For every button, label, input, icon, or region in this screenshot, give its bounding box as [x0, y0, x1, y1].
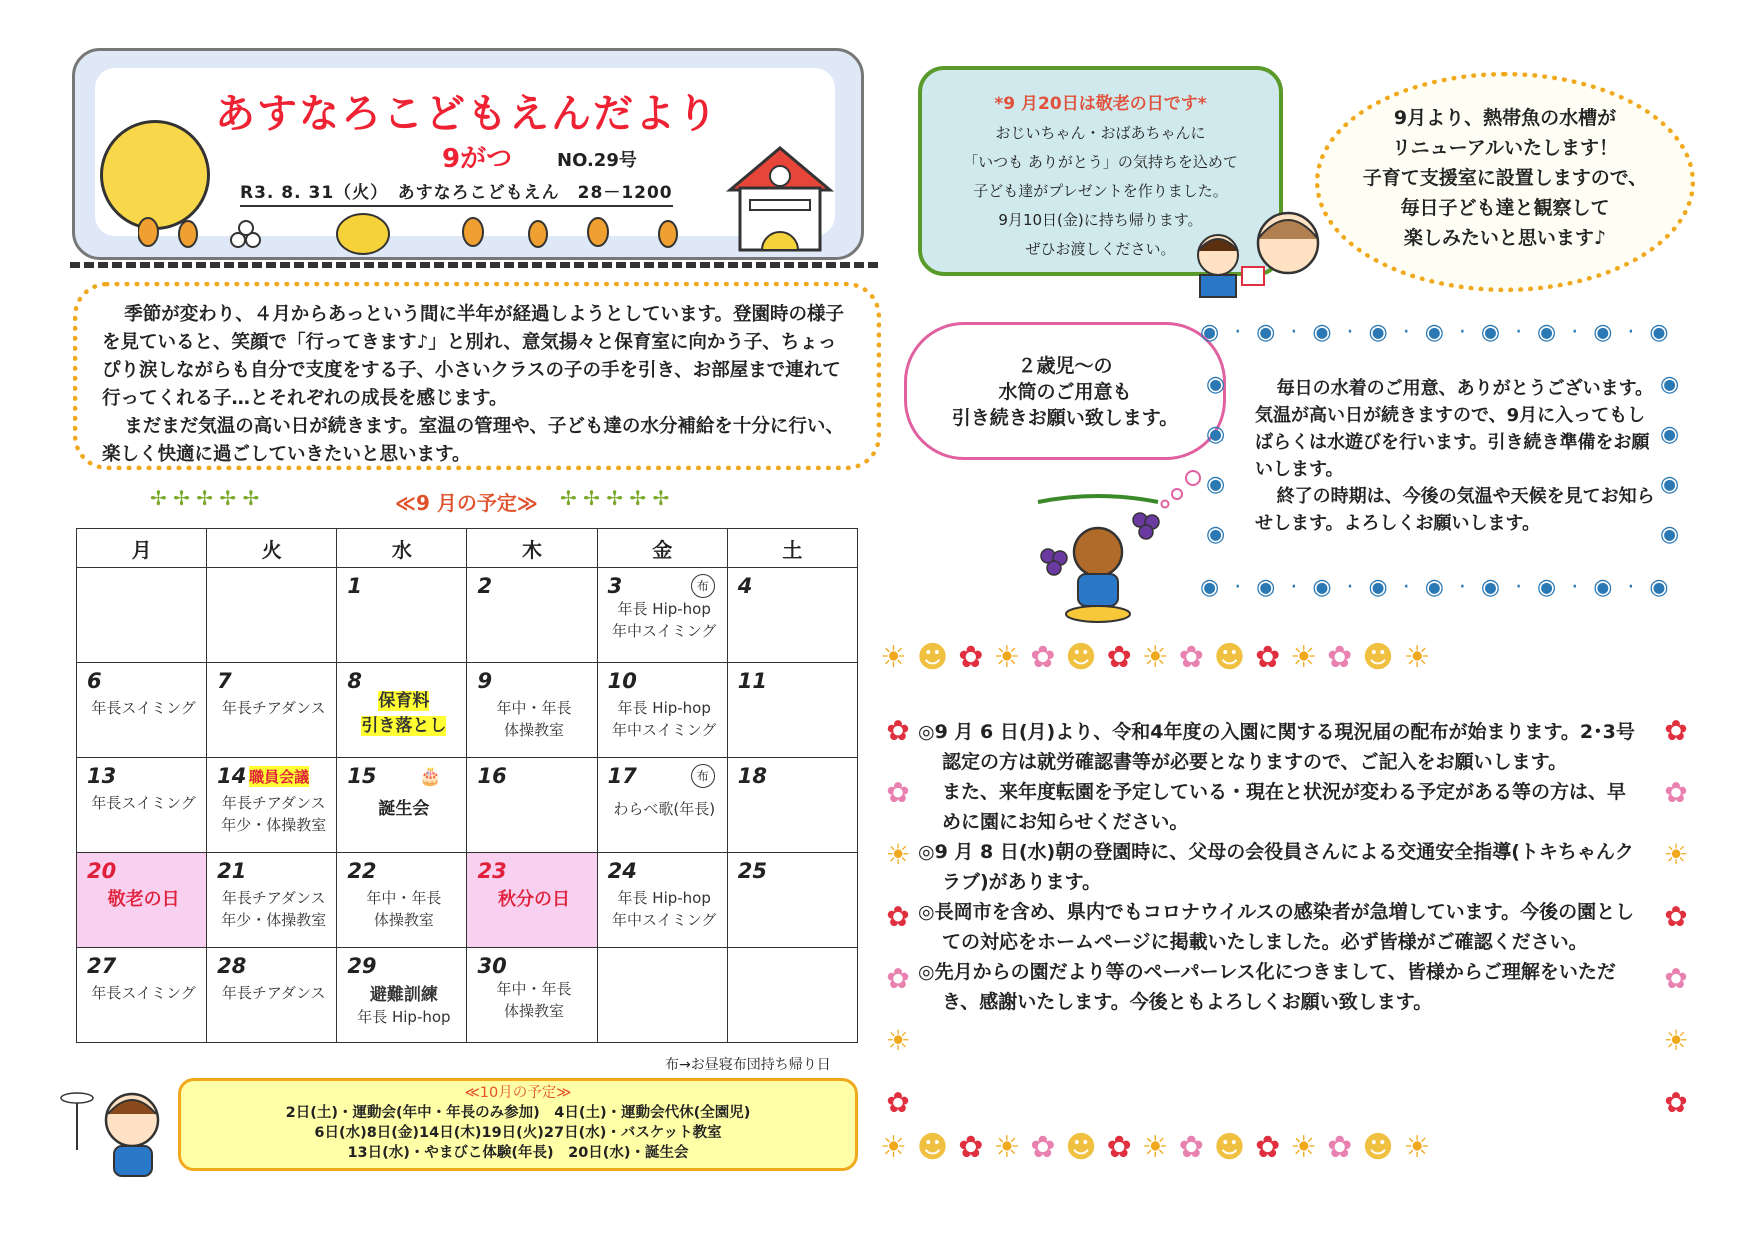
event-text: 年長 Hip-hop: [617, 889, 711, 907]
weekday-header: 火: [207, 529, 337, 568]
futon-mark-icon: 布: [691, 764, 715, 788]
event-text: 体操教室: [504, 721, 565, 739]
dragonfly-icons-right: ✢ ✢ ✢ ✢ ✢: [560, 486, 670, 510]
day-number: 29: [347, 954, 377, 978]
penguin-border-left: ◉ ◉ ◉ ◉: [1206, 372, 1230, 547]
calendar-day: [77, 663, 207, 758]
aquarium-line: リニューアルいたします！: [1392, 137, 1618, 159]
grandparent-child-illustration: [1188, 205, 1333, 300]
dateline: R3. 8. 31（火） あすなろこどもえん 28－1200: [240, 178, 673, 207]
day-number: 23: [477, 859, 507, 883]
event-text: 年長 Hip-hop: [617, 699, 711, 717]
keiro-line: 子ども達がプレゼントを作りました。: [973, 182, 1228, 200]
child-with-dragonfly-illustration: [52, 1080, 172, 1190]
calendar-day: [337, 758, 467, 853]
day-number: 17: [607, 764, 637, 788]
calendar-week: [77, 663, 858, 758]
calendar-day: [597, 853, 727, 948]
day-events: [345, 887, 462, 931]
day-number: 6: [87, 669, 102, 693]
keiro-title: *9 月20日は敬老の日です*: [994, 94, 1207, 114]
day-number: 24: [607, 859, 637, 883]
day-events: [345, 984, 462, 1028]
event-text: 年中・年長: [366, 889, 442, 907]
day-number: 28: [217, 954, 247, 978]
weekday-header: 土: [727, 529, 857, 568]
tulip-border-right: ✿ ✿ ☀ ✿ ✿ ☀ ✿: [1663, 714, 1689, 1119]
tulip-border-left: ✿ ✿ ☀ ✿ ✿ ☀ ✿: [885, 714, 911, 1119]
weekday-header: 水: [337, 529, 467, 568]
keiro-line: ぜひお渡しください。: [1025, 240, 1176, 258]
event-text: 年長チアダンス: [221, 889, 326, 907]
calendar-day: [207, 568, 337, 663]
day-events: [475, 697, 592, 741]
day-number: 22: [347, 859, 377, 883]
day-number: 16: [477, 764, 507, 788]
swim-paragraph-2: 終了の時期は、今後の気温や天候を見てお知らせします。よろしくお願いします。: [1255, 486, 1655, 534]
cloud-line: 引き続きお願い致します。: [951, 407, 1179, 429]
aquarium-line: 毎日子ども達と観察して: [1400, 197, 1610, 219]
event-text: 年少・体操教室: [221, 911, 327, 929]
day-number: 25: [737, 859, 768, 883]
futon-mark-icon: 布: [691, 574, 715, 598]
day-events: [606, 887, 723, 931]
intro-paragraph-1: 季節が変わり、４月からあっという間に半年が経過しようとしています。登園時の様子を見ていると、笑顔で「行ってきます♪」と別れ、意気揚々と保育室に向かう子、ちょっぴり涙しながらも自分で支度をする子、小さいクラスの子の手を引き、お部屋まで連れて行ってくれる子…とそれぞれの成長を感じます。: [102, 304, 845, 409]
calendar-day: [337, 663, 467, 758]
calendar-week: [77, 568, 858, 663]
calendar-day: [467, 948, 597, 1043]
keiro-line: 「いつも ありがとう」の気持ちを込めて: [963, 153, 1238, 171]
keiro-line: 9月10日(金)に持ち帰ります。: [998, 211, 1203, 229]
month-label: 9がつ: [442, 144, 513, 174]
calendar-day: [207, 758, 337, 853]
penguin-border-bottom: ◉ · ◉ · ◉ · ◉ · ◉ · ◉ · ◉ · ◉ · ◉: [1200, 575, 1673, 600]
water-bottle-cloud: [904, 322, 1226, 460]
autumn-leaves-decoration: [138, 212, 738, 262]
day-number: 8: [347, 669, 362, 693]
cloud-line: 水筒のご用意も: [998, 381, 1132, 403]
schedule-title: ≪9 月の予定≫: [395, 491, 538, 515]
notice-item: ◎9 月 6 日(月)より、令和4年度の入園に関する現況届の配布が始まります。2･3号認定の方は就労確認書等が必要となりますので、ご記入をお願いします。: [918, 721, 1635, 773]
calendar-day: [597, 758, 727, 853]
intro-message: [73, 282, 881, 470]
october-line: 6日(水)8日(金)14日(木)19日(火)27日(水)・バスケット教室: [314, 1125, 722, 1141]
october-line: 13日(水)・やまびこ体験(年長) 20日(水)・誕生会: [347, 1145, 689, 1161]
calendar-day: [727, 663, 857, 758]
event-text: 年長スイミング: [91, 794, 196, 812]
day-number: 4: [737, 574, 753, 598]
october-line: 2日(土)・運動会(年中・年長のみ参加) 4日(土)・運動会代休(全園児): [285, 1105, 751, 1121]
aquarium-line: 9月より、熱帯魚の水槽が: [1393, 107, 1617, 129]
calendar-day-holiday: [77, 853, 207, 948]
newsletter-title: あすなろこどもえんだより: [215, 91, 719, 137]
calendar-day: [467, 568, 597, 663]
day-events: [215, 792, 332, 836]
calendar-week: [77, 758, 858, 853]
staff-meeting-tag: 職員会議: [249, 768, 310, 786]
holiday-name: 敬老の日: [107, 889, 180, 910]
event-text: 年長スイミング: [91, 984, 196, 1002]
day-number: 15: [347, 764, 377, 788]
penguin-border-right: ◉ ◉ ◉ ◉: [1660, 372, 1684, 547]
cloud-line: ２歳児～の: [1017, 355, 1113, 377]
calendar-week: [77, 948, 858, 1043]
day-number: 18: [737, 764, 768, 788]
september-calendar: [76, 528, 858, 1043]
day-number: 30: [477, 954, 507, 978]
birthday-cake-icon: 🎂: [419, 766, 442, 787]
day-number: 10: [607, 669, 637, 693]
keiro-line: おじいちゃん・おばあちゃんに: [995, 124, 1206, 142]
calendar-day: [727, 568, 857, 663]
october-title: ≪10月の予定≫: [464, 1085, 572, 1101]
event-text: 体操教室: [373, 911, 434, 929]
event-text: 避難訓練: [369, 985, 438, 1005]
day-number: 21: [217, 859, 247, 883]
calendar-weekday-row: [77, 529, 858, 568]
notice-item: ◎長岡市を含め、県内でもコロナウイルスの感染者が急増しています。今後の園としての対応をホームページに掲載いたしました。必ず皆様がご確認ください。: [918, 901, 1635, 953]
event-text: 年中スイミング: [612, 721, 717, 739]
event-text: 年長チアダンス: [221, 984, 326, 1002]
aquarium-line: 子育て支援室に設置しますので、: [1362, 167, 1648, 189]
header-ground-line: [70, 262, 880, 268]
calendar-day: [207, 663, 337, 758]
calendar-day: [207, 948, 337, 1043]
day-events: [215, 887, 332, 931]
notice-item: ◎先月からの園だより等のペーパーレス化につきまして、皆様からご理解をいただき、感謝いたします。今後ともよろしくお願い致します。: [918, 961, 1616, 1013]
day-number: 7: [217, 669, 232, 693]
calendar-day: [77, 948, 207, 1043]
calendar-day: [467, 758, 597, 853]
calendar-day: [337, 948, 467, 1043]
event-text: 年中スイミング: [612, 911, 717, 929]
calendar-day: [77, 758, 207, 853]
day-number: 1: [347, 574, 362, 598]
event-text: 年長スイミング: [91, 699, 196, 717]
event-text: 体操教室: [504, 1002, 565, 1020]
calendar-day: [207, 853, 337, 948]
kindergarten-building-icon: [722, 140, 838, 255]
sun-tulip-border-bottom: ☀☻✿☀✿☻✿☀✿☻✿☀✿☻☀: [880, 1130, 1441, 1165]
calendar-day: [727, 758, 857, 853]
event-text: 年長 Hip-hop: [617, 600, 711, 618]
sun-tulip-border-top: ☀☻✿☀✿☻✿☀✿☻✿☀✿☻☀: [880, 640, 1441, 675]
futon-legend: 布→お昼寝布団持ち帰り日: [665, 1057, 831, 1073]
aquarium-line: 楽しみたいと思います♪: [1403, 227, 1607, 249]
intro-paragraph-2: まだまだ気温の高い日が続きます。室温の管理や、子ども達の水分補給を十分に行い、楽しく快適に過ごしていきたいと思います。: [102, 416, 844, 465]
event-text: 年長 Hip-hop: [357, 1008, 451, 1026]
day-events: [345, 689, 462, 739]
calendar-day: [597, 568, 727, 663]
penguin-border-top: ◉ · ◉ · ◉ · ◉ · ◉ · ◉ · ◉ · ◉ · ◉: [1200, 320, 1673, 345]
event-text: 年長チアダンス: [221, 699, 326, 717]
bear-with-grapes-illustration: [1028, 490, 1168, 630]
weekday-header: 木: [467, 529, 597, 568]
day-number: 2: [477, 574, 493, 598]
dragonfly-icons-left: ✢ ✢ ✢ ✢ ✢: [150, 486, 260, 510]
swimsuit-notice: [1255, 375, 1655, 537]
calendar-day: [337, 853, 467, 948]
notice-item: ◎9 月 8 日(水)朝の登園時に、父母の会役員さんによる交通安全指導(トキちゃんクラブ)があります。: [918, 841, 1634, 893]
calendar-day: [597, 663, 727, 758]
weekday-header: 月: [77, 529, 207, 568]
calendar-day: [77, 568, 207, 663]
calendar-day: [597, 948, 727, 1043]
day-number: 13: [87, 764, 117, 788]
swim-paragraph-1: 毎日の水着のご用意、ありがとうございます。気温が高い日が続きますので、9月に入ってもしばらくは水遊びを行います。引き続き準備をお願いします。: [1255, 378, 1654, 480]
day-events: [606, 598, 723, 642]
event-text: 年長チアダンス: [221, 794, 326, 812]
day-number: 11: [737, 669, 768, 693]
event-text: 年中スイミング: [612, 622, 717, 640]
day-number: 27: [87, 954, 117, 978]
weekday-header: 金: [597, 529, 727, 568]
day-number: 14: [217, 764, 247, 788]
aquarium-notice: [1315, 72, 1695, 292]
day-number: 20: [87, 859, 117, 883]
holiday-name: 秋分の日: [498, 889, 571, 910]
day-number: 3: [607, 574, 623, 598]
event-text: 年少・体操教室: [221, 816, 327, 834]
calendar-day-holiday: [467, 853, 597, 948]
day-number: 9: [477, 669, 493, 693]
event-text: 年中・年長: [496, 699, 572, 717]
calendar-day: [467, 663, 597, 758]
issue-number: NO.29号: [557, 150, 637, 171]
calendar-day: [727, 853, 857, 948]
day-events: [606, 697, 723, 741]
event-text: 引き落とし: [361, 716, 447, 736]
event-text: 年中・年長: [496, 980, 572, 998]
calendar-week: [77, 853, 858, 948]
event-text: 保育料: [378, 691, 430, 711]
calendar-day: [337, 568, 467, 663]
notices: [918, 717, 1638, 1017]
calendar-day: [727, 948, 857, 1043]
event-text: 誕生会: [378, 799, 430, 819]
day-events: [475, 978, 592, 1022]
notice-item: また、来年度転園を予定している・現在と状況が変わる予定がある等の方は、早めに園にお知らせください。: [942, 781, 1627, 833]
october-schedule: [178, 1078, 858, 1171]
event-text: わらべ歌(年長): [613, 800, 716, 818]
